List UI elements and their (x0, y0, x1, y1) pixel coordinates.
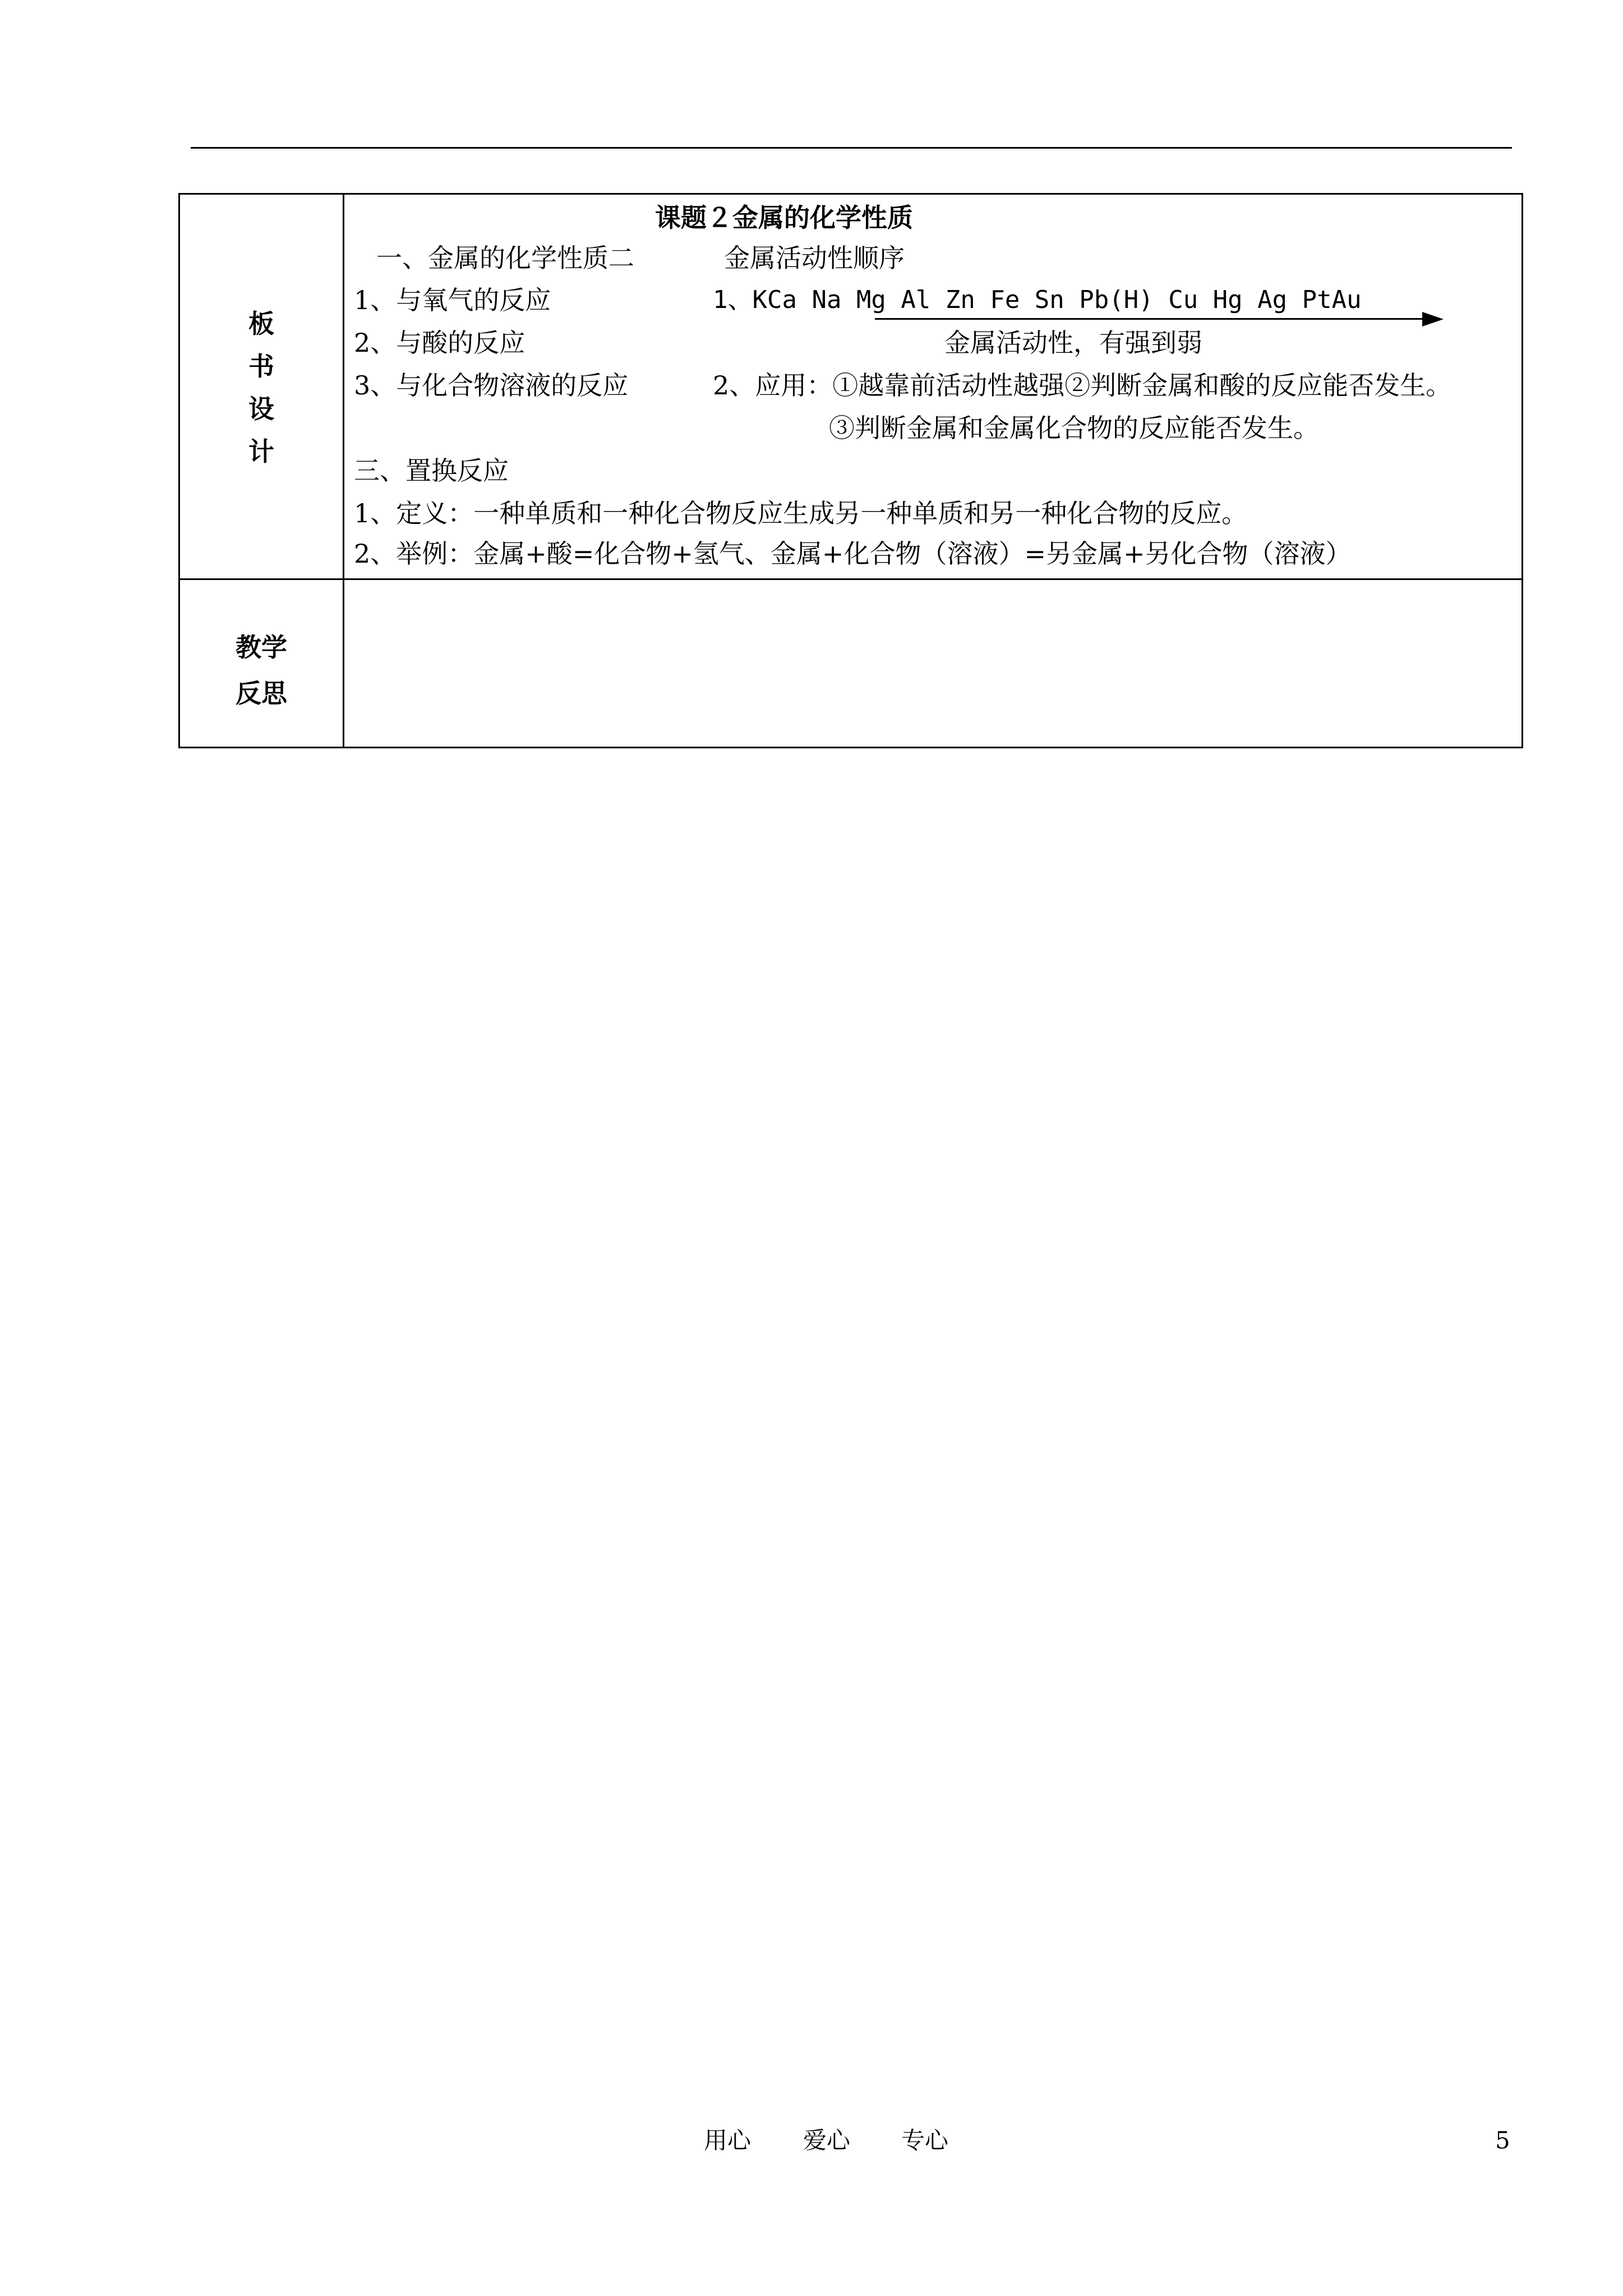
footer-slogan-2: 爱心 (803, 2127, 851, 2154)
section-heading-1: 一、金属的化学性质二 (376, 243, 634, 273)
item-oxygen-reaction: 1、与氧气的反应 (354, 285, 551, 315)
board-label-char: 书 (248, 351, 274, 381)
column-divider (343, 195, 344, 747)
item-acid-reaction: 2、与酸的反应 (354, 328, 525, 358)
definition-line: 1、定义：一种单质和一种化合物反应生成另一种单质和另一种化合物的反应。 (354, 498, 1248, 528)
application-line-2: ③判断金属和金属化合物的反应能否发生。 (829, 413, 1319, 443)
activity-series-order: 1、KCa Na Mg Al Zn Fe Sn Pb(H) Cu Hg Ag PtAu (713, 286, 1362, 314)
header-rule (191, 147, 1512, 149)
footer-slogan-1: 用心 (704, 2127, 751, 2154)
application-line-1: 2、应用：①越靠前活动性越强②判断金属和酸的反应能否发生。 (713, 370, 1452, 401)
item-compound-solution-reaction: 3、与化合物溶液的反应 (354, 370, 629, 401)
activity-arrow-line (875, 318, 1436, 320)
footer-slogan-3: 专心 (901, 2127, 949, 2154)
arrow-label: 金属活动性，有强到弱 (944, 328, 1202, 358)
section-heading-3: 三、置换反应 (354, 455, 509, 486)
example-line: 2、举例：金属+酸=化合物+氢气、金属+化合物（溶液）=另金属+另化合物（溶液） (354, 539, 1352, 569)
row-divider (180, 578, 1521, 580)
board-label-char: 计 (248, 436, 274, 467)
board-label-char: 设 (248, 394, 274, 424)
page-number: 5 (1495, 2127, 1510, 2154)
lesson-table (178, 193, 1523, 748)
board-label-char: 板 (248, 309, 274, 339)
reflect-label-line: 反思 (236, 678, 287, 708)
teaching-reflection-label (180, 624, 343, 716)
reflect-label-line: 教学 (236, 632, 287, 662)
arrow-right-icon (1422, 312, 1444, 326)
lesson-title: 课题２金属的化学性质 (655, 203, 913, 233)
board-design-label (180, 302, 343, 473)
activity-series-heading: 金属活动性顺序 (724, 243, 905, 273)
